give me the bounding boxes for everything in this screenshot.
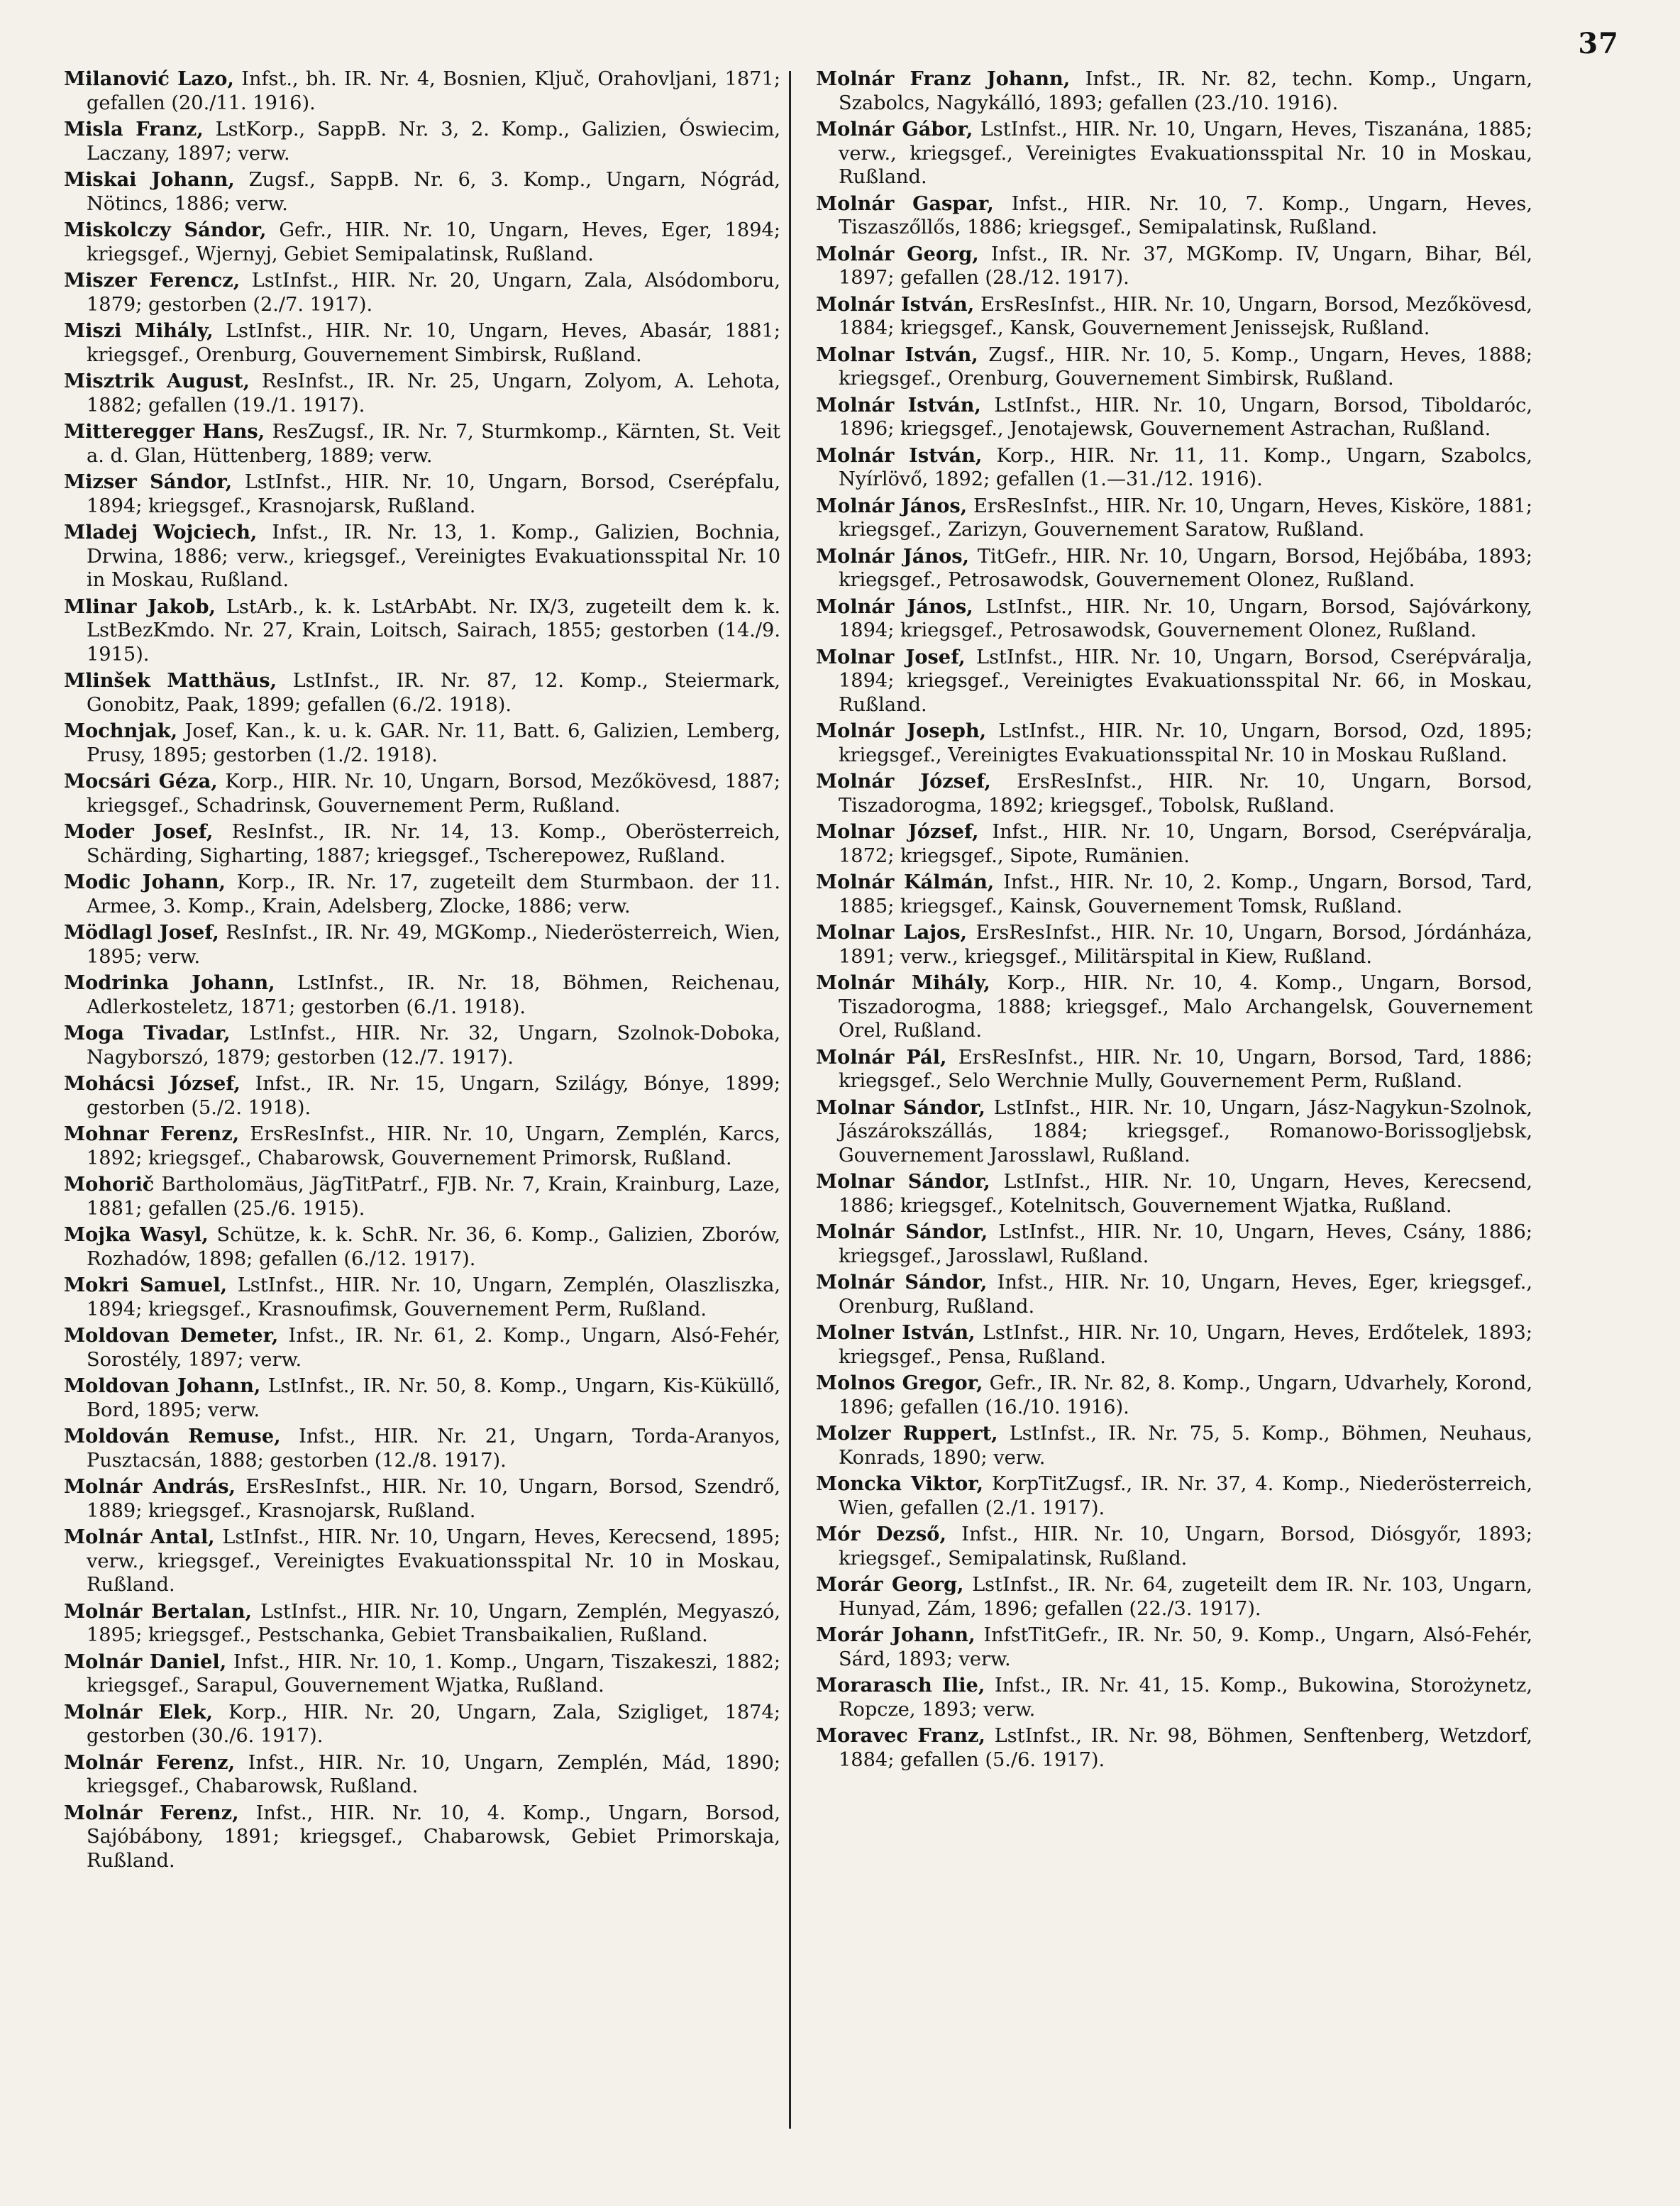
entry-details: Bartholomäus, JägTitPatrf., FJB. Nr. 7, Krain, Krainburg, Laze, 1881; gefallen (25./6. 1915). [87,1174,780,1220]
entry-details: LstInfst., HIR. Nr. 10, Ungarn, Borsod, Sajóvárkony, 1894; kriegsgef., Petrosawodsk, Gouvernement Olonez, Rußland. [839,595,1532,641]
entry-details: Infst., HIR. Nr. 21, Ungarn, Torda-Aranyos, Pusztacsán, 1888; gestorben (12./8. 1917). [87,1425,780,1472]
entry-details: LstInfst., HIR. Nr. 10, Ungarn, Borsod, Ozd, 1895; kriegsgef., Vereinigtes Evakuationsspital Nr. 10 in Moskau Rußland. [839,720,1532,766]
entry-name: Molnár Gaspar, [816,192,994,215]
entry-name: Molnár István, [816,292,975,316]
entry-name: Molnár János, [816,494,968,517]
entry-name: Molnár Bertalan, [64,1599,253,1623]
entry-details: TitGefr., HIR. Nr. 10, Ungarn, Borsod, Hejőbába, 1893; kriegsgef., Petrosawodsk, Gouvernement Olonez, Rußland. [839,545,1532,591]
entry-name: Modic Johann, [64,871,226,893]
entry-name: Molnár István, [816,443,983,467]
entry-details: Infst., HIR. Nr. 10, Ungarn, Zemplén, Mád, 1890; kriegsgef., Chabarowsk, Rußland. [87,1751,780,1797]
entry-name: Molnár József, [816,770,991,793]
entry-name: Miszi Mihály, [64,319,214,342]
entry-name: Moldován Remuse, [64,1425,281,1447]
list-entry [64,420,780,468]
entry-name: Miszer Ferencz, [64,269,241,292]
list-entry [64,719,780,767]
list-entry [816,921,1532,969]
list-entry [816,1422,1532,1469]
list-entry [64,319,780,367]
list-entry [816,871,1532,918]
list-entry [64,971,780,1019]
entry-name: Molnár Mihály, [816,971,990,994]
entry-name: Molnar István, [816,343,978,366]
entry-name: Moncka Viktor, [816,1472,984,1495]
list-entry [64,1475,780,1523]
entry-name: Modrinka Johann, [64,971,275,994]
column-divider [789,71,791,2129]
entry-details: ResZugsf., IR. Nr. 7, Sturmkomp., Kärnten, St. Veit a. d. Glan, Hüttenberg, 1889; verw. [87,421,780,467]
list-entry [64,269,780,316]
list-entry [64,1526,780,1597]
entry-name: Molnár Antal, [64,1526,215,1548]
entry-name: Mór Dezső, [816,1523,946,1545]
entry-details: Infst., HIR. Nr. 10, Ungarn, Heves, Eger, kriegsgef., Orenburg, Rußland. [839,1272,1532,1318]
list-entry [816,243,1532,290]
entry-details: Infst., HIR. Nr. 10, 1. Komp., Ungarn, Tiszakeszi, 1882; kriegsgef., Sarapul, Gouvernement Wjatka, Rußland. [87,1650,780,1697]
entry-name: Molnar Josef, [816,645,966,668]
list-entry [816,1321,1532,1369]
right-column [816,67,1532,2153]
entry-name: Mödlagl Josef, [64,921,219,944]
entry-name: Molnár István, [816,393,981,417]
entry-details: Infst., IR. Nr. 37, MGKomp. IV, Ungarn, Bihar, Bél, 1897; gefallen (28./12. 1917). [839,243,1532,289]
list-entry [816,545,1532,592]
entry-name: Molnar József, [816,820,979,843]
entry-details: Infst., IR. Nr. 41, 15. Komp., Bukowina, Storożynetz, Ropcze, 1893; verw. [839,1675,1532,1721]
entry-details: Infst., HIR. Nr. 10, 4. Komp., Ungarn, Borsod, Sajóbábony, 1891; kriegsgef., Chabarowsk, Gebiet Primorskaja, Rußland. [87,1802,780,1872]
entry-details: Infst., HIR. Nr. 10, Ungarn, Borsod, Diósgyőr, 1893; kriegsgef., Semipalatinsk, Rußland. [839,1523,1532,1570]
entry-details: Gefr., IR. Nr. 82, 8. Komp., Ungarn, Udvarhely, Korond, 1896; gefallen (16./10. 1916). [839,1372,1532,1418]
list-entry [64,871,780,918]
list-entry [816,719,1532,767]
list-entry [64,1022,780,1069]
entry-name: Molner István, [816,1321,976,1344]
entry-details: ErsResInfst., HIR. Nr. 10, Ungarn, Borsod, Szendrő, 1889; kriegsgef., Krasnojarsk, Rußland. [87,1476,780,1522]
list-entry [816,1271,1532,1318]
entry-name: Molnár Franz Johann, [816,67,1071,90]
entry-details: LstInfst., HIR. Nr. 20, Ungarn, Zala, Alsódomboru, 1879; gestorben (2./7. 1917). [87,270,780,316]
entry-name: Molnar Sándor, [816,1170,990,1193]
entry-name: Miskolczy Sándor, [64,219,267,241]
entry-name: Molzer Ruppert, [816,1422,998,1445]
list-entry [816,1472,1532,1520]
entry-details: Infst., bh. IR. Nr. 4, Bosnien, Ključ, Orahovljani, 1871; gefallen (20./11. 1916). [87,68,780,114]
list-entry [64,921,780,969]
list-entry [64,1701,780,1748]
list-entry [816,192,1532,240]
list-entry [816,495,1532,542]
entry-details: LstInfst., HIR. Nr. 10, Ungarn, Borsod, Tiboldaróc, 1896; kriegsgef., Jenotajewsk, Gouvernement Astrachan, Rußland. [839,394,1532,440]
entry-name: Molnár Elek, [64,1700,213,1724]
entry-details: LstInfst., HIR. Nr. 10, Ungarn, Borsod, Cserépfalu, 1894; kriegsgef., Krasnojarsk, Rußland. [87,471,780,517]
list-entry [64,820,780,868]
entry-details: LstInfst., HIR. Nr. 10, Ungarn, Zemplén, Megyaszó, 1895; kriegsgef., Pestschanka, Gebiet Transbaikalien, Rußland. [87,1600,780,1646]
list-entry [64,521,780,592]
entry-details: InfstTitGefr., IR. Nr. 50, 9. Komp., Ungarn, Alsó-Fehér, Sárd, 1893; verw. [839,1624,1532,1670]
entry-name: Molnár Sándor, [816,1220,988,1243]
list-entry [64,1650,780,1698]
entry-details: Korp., HIR. Nr. 10, 4. Komp., Ungarn, Borsod, Tiszadorogma, 1888; kriegsgef., Malo Archangelsk, Gouvernement Orel, Rußland. [839,972,1532,1042]
entry-name: Moldovan Johann, [64,1374,261,1397]
list-entry [816,67,1532,115]
list-entry [64,1072,780,1120]
entry-name: Mochnjak, [64,719,178,742]
entry-name: Molnos Gregor, [816,1372,983,1394]
entry-details: LstInfst., IR. Nr. 98, Böhmen, Senftenberg, Wetzdorf, 1884; gefallen (5./6. 1917). [839,1725,1532,1771]
entry-details: Zugsf., HIR. Nr. 10, 5. Komp., Ungarn, Heves, 1888; kriegsgef., Orenburg, Gouvernement Simbirsk, Rußland. [839,343,1532,390]
entry-name: Mizser Sándor, [64,470,233,493]
entry-name: Morarasch Ilie, [816,1674,985,1697]
page-number: 37 [1578,27,1619,60]
entry-name: Mohnar Ferenz, [64,1123,240,1145]
entry-details: LstInfst., HIR. Nr. 10, Ungarn, Heves, Abasár, 1881; kriegsgef., Orenburg, Gouvernement Simbirsk, Rußland. [87,320,780,366]
list-entry [816,971,1532,1043]
entry-name: Morár Georg, [816,1573,964,1596]
entry-name: Molnár János, [816,544,970,568]
entry-details: ResInfst., IR. Nr. 49, MGKomp., Niederösterreich, Wien, 1895; verw. [87,922,780,968]
entry-details: LstInfst., HIR. Nr. 10, Ungarn, Heves, Erdőtelek, 1893; kriegsgef., Pensa, Rußland. [839,1322,1532,1368]
entry-details: LstInfst., HIR. Nr. 10, Ungarn, Borsod, Cserépváralja, 1894; kriegsgef., Vereinigtes Evakuationsspital Nr. 66, in Moskau, Rußland. [839,646,1532,716]
entry-name: Morár Johann, [816,1623,976,1646]
list-entry [816,444,1532,492]
entry-details: Korp., IR. Nr. 17, zugeteilt dem Sturmbaon. der 11. Armee, 3. Komp., Krain, Adelsberg, Zlocke, 1886; verw. [87,871,780,917]
entry-name: Mlinšek Matthäus, [64,669,277,692]
list-entry [64,1324,780,1372]
entry-details: ErsResInfst., HIR. Nr. 10, Ungarn, Borsod, Tiszadorogma, 1892; kriegsgef., Tobolsk, Rußland. [839,771,1532,817]
entry-name: Molnár Joseph, [816,719,987,742]
list-entry [64,770,780,817]
entry-details: Infst., IR. Nr. 82, techn. Komp., Ungarn, Szabolcs, Nagykálló, 1893; gefallen (23./10. 1916). [839,68,1532,114]
entry-details: LstInfst., HIR. Nr. 32, Ungarn, Szolnok-Doboka, Nagyborszó, 1879; gestorben (12./7. 1917). [87,1022,780,1069]
entry-details: LstInfst., IR. Nr. 64, zugeteilt dem IR. Nr. 103, Ungarn, Hunyad, Zám, 1896; gefallen (22./3. 1917). [839,1574,1532,1620]
entry-name: Moldovan Demeter, [64,1324,279,1347]
entry-details: ResInfst., IR. Nr. 25, Ungarn, Zolyom, A. Lehota, 1882; gefallen (19./1. 1917). [87,370,780,417]
entry-name: Mojka Wasyl, [64,1223,209,1246]
entry-details: Korp., HIR. Nr. 11, 11. Komp., Ungarn, Szabolcs, Nyírlövő, 1892; gefallen (1.—31./12. 1916). [839,444,1532,490]
list-entry [64,219,780,266]
list-entry [816,1573,1532,1621]
list-entry [816,1724,1532,1772]
entry-name: Mocsári Géza, [64,770,218,793]
entry-details: LstInfst., HIR. Nr. 10, Ungarn, Heves, Kerecsend, 1886; kriegsgef., Kotelnitsch, Gouvernement Wjatka, Rußland. [839,1171,1532,1217]
list-entry [64,1425,780,1472]
list-entry [816,1096,1532,1168]
entry-details: ErsResInfst., HIR. Nr. 10, Ungarn, Borsod, Tard, 1886; kriegsgef., Selo Werchnie Mully, Gouvernement Perm, Rußland. [839,1046,1532,1092]
entry-name: Misla Franz, [64,118,204,140]
entry-details: ErsResInfst., HIR. Nr. 10, Ungarn, Borsod, Jórdánháza, 1891; verw., kriegsgef., Militärspital in Kiew, Rußland. [839,922,1532,968]
list-entry [816,1220,1532,1268]
entry-name: Mokri Samuel, [64,1274,228,1296]
entry-details: ErsResInfst., HIR. Nr. 10, Ungarn, Zemplén, Karcs, 1892; kriegsgef., Chabarowsk, Gouvernement Primorsk, Rußland. [87,1123,780,1169]
list-entry [64,168,780,216]
entry-details: Infst., IR. Nr. 61, 2. Komp., Ungarn, Alsó-Fehér, Sorostély, 1897; verw. [87,1325,780,1371]
entry-name: Molnár Gábor, [816,118,973,140]
entry-details: ErsResInfst., HIR. Nr. 10, Ungarn, Heves, Kisköre, 1881; kriegsgef., Zarizyn, Gouvernement Saratow, Rußland. [839,495,1532,541]
entry-details: Infst., IR. Nr. 13, 1. Komp., Galizien, Bochnia, Drwina, 1886; verw., kriegsgef., Vereinigtes Evakuationsspital Nr. 10 in Moskau, Rußland. [87,522,780,591]
entry-details: LstInfst., IR. Nr. 87, 12. Komp., Steiermark, Gonobitz, Paak, 1899; gefallen (6./2. 1918). [87,670,780,716]
list-entry [64,470,780,518]
entry-name: Mohorič [64,1173,155,1196]
entry-name: Molnar Sándor, [816,1096,985,1119]
left-column [64,67,780,2153]
list-entry [816,118,1532,189]
entry-details: Infst., HIR. Nr. 10, Ungarn, Borsod, Cserépváralja, 1872; kriegsgef., Sipote, Rumänien. [839,821,1532,867]
entry-details: LstInfst., IR. Nr. 75, 5. Komp., Böhmen, Neuhaus, Konrads, 1890; verw. [839,1423,1532,1469]
entry-details: Korp., HIR. Nr. 20, Ungarn, Zala, Szigliget, 1874; gestorben (30./6. 1917). [87,1701,780,1747]
list-entry [64,370,780,417]
entry-details: Gefr., HIR. Nr. 10, Ungarn, Heves, Eger, 1894; kriegsgef., Wjernyj, Gebiet Semipalatinsk, Rußland. [87,219,780,265]
entry-name: Molnár Daniel, [64,1650,227,1673]
entry-name: Molnár Kálmán, [816,871,995,893]
list-entry [64,1802,780,1873]
list-entry [816,1523,1532,1570]
list-entry [816,1372,1532,1419]
entry-name: Moder Josef, [64,820,214,843]
list-entry [816,293,1532,341]
list-entry [816,1170,1532,1218]
entry-name: Molnár Sándor, [816,1271,988,1294]
entry-details: Josef, Kan., k. u. k. GAR. Nr. 11, Batt. 6, Galizien, Lemberg, Prusy, 1895; gestorben (1./2. 1918). [87,720,780,766]
list-entry [816,770,1532,817]
entry-name: Molnár András, [64,1475,236,1498]
list-entry [816,1623,1532,1671]
list-entry [64,1374,780,1422]
entry-name: Mladej Wojciech, [64,521,258,544]
entry-details: LstInfst., HIR. Nr. 10, Ungarn, Heves, Tiszanána, 1885; verw., kriegsgef., Vereinigtes Evakuationsspital Nr. 10 in Moskau, Rußland. [839,118,1532,188]
entry-name: Molnár Pál, [816,1045,947,1069]
list-entry [816,394,1532,441]
entry-details: Schütze, k. k. SchR. Nr. 36, 6. Komp., Galizien, Zborów, Rozhadów, 1898; gefallen (6./12. 1917). [87,1224,780,1270]
entry-name: Moga Tivadar, [64,1022,231,1044]
entry-name: Molnár János, [816,595,973,618]
list-entry [64,67,780,115]
list-entry [816,820,1532,868]
entry-name: Mlinar Jakob, [64,595,216,618]
entry-details: LstInfst., IR. Nr. 50, 8. Komp., Ungarn, Kis-Küküllő, Bord, 1895; verw. [87,1375,780,1421]
entry-name: Mitteregger Hans, [64,420,265,443]
list-entry [64,595,780,667]
list-entry [64,1600,780,1648]
entry-name: Molnar Lajos, [816,921,967,944]
entry-details: Infst., HIR. Nr. 10, 2. Komp., Ungarn, Borsod, Tard, 1885; kriegsgef., Kainsk, Gouvernement Tomsk, Rußland. [839,871,1532,917]
entry-name: Misztrik August, [64,370,250,392]
list-entry [64,1751,780,1799]
entry-name: Molnár Ferenz, [64,1801,239,1824]
entry-name: Miskai Johann, [64,168,235,191]
list-entry [64,1173,780,1220]
entry-details: KorpTitZugsf., IR. Nr. 37, 4. Komp., Niederösterreich, Wien, gefallen (2./1. 1917). [839,1473,1532,1519]
entry-name: Moravec Franz, [816,1724,985,1747]
entry-details: ErsResInfst., HIR. Nr. 10, Ungarn, Borsod, Mezőkövesd, 1884; kriegsgef., Kansk, Gouvernement Jenissejsk, Rußland. [839,293,1532,339]
entry-details: Korp., HIR. Nr. 10, Ungarn, Borsod, Mezőkövesd, 1887; kriegsgef., Schadrinsk, Gouvernement Perm, Rußland. [87,771,780,817]
entry-details: LstKorp., SappB. Nr. 3, 2. Komp., Galizien, Óswiecim, Laczany, 1897; verw. [87,118,780,165]
list-entry [816,1674,1532,1721]
entry-name: Molnár Ferenz, [64,1750,236,1774]
list-entry [816,343,1532,391]
entry-details: LstInfst., HIR. Nr. 10, Ungarn, Jász-Nagykun-Szolnok, Jászárokszállás, 1884; kriegsgef., Romanowo-Borissogljebsk, Gouvernement Jarosslawl, Rußland. [839,1096,1532,1167]
entry-details: ResInfst., IR. Nr. 14, 13. Komp., Oberösterreich, Schärding, Sigharting, 1887; kriegsgef., Tscherepowez, Rußland. [87,821,780,867]
entry-details: LstInfst., IR. Nr. 18, Böhmen, Reichenau, Adlerkosteletz, 1871; gestorben (6./1. 1918). [87,972,780,1018]
list-entry [816,646,1532,717]
list-entry [64,1274,780,1321]
entry-details: LstInfst., HIR. Nr. 10, Ungarn, Heves, Csány, 1886; kriegsgef., Jarosslawl, Rußland. [839,1221,1532,1267]
entry-details: Infst., HIR. Nr. 10, 7. Komp., Ungarn, Heves, Tiszaszőllős, 1886; kriegsgef., Semipalatinsk, Rußland. [839,192,1532,238]
entry-details: LstArb., k. k. LstArbAbt. Nr. IX/3, zugeteilt dem k. k. LstBezKmdo. Nr. 27, Krain, Loitsch, Sairach, 1855; gestorben (14./9. 1915). [87,595,780,666]
entry-name: Milanović Lazo, [64,67,234,90]
list-entry [64,1123,780,1170]
list-entry [64,1223,780,1271]
list-entry [816,595,1532,643]
entry-details: LstInfst., HIR. Nr. 10, Ungarn, Heves, Kerecsend, 1895; verw., kriegsgef., Vereinigtes Evakuationsspital Nr. 10 in Moskau, Rußland. [87,1526,780,1596]
list-entry [816,1046,1532,1093]
list-entry [64,669,780,717]
entry-name: Mohácsi József, [64,1072,241,1095]
list-entry [64,118,780,165]
entry-details: Infst., IR. Nr. 15, Ungarn, Szilágy, Bónye, 1899; gestorben (5./2. 1918). [87,1073,780,1119]
entry-details: Zugsf., SappB. Nr. 6, 3. Komp., Ungarn, Nógrád, Nötincs, 1886; verw. [87,169,780,215]
entry-name: Molnár Georg, [816,242,979,265]
entry-details: LstInfst., HIR. Nr. 10, Ungarn, Zemplén, Olaszliszka, 1894; kriegsgef., Krasnoufimsk, Gouvernement Perm, Rußland. [87,1274,780,1320]
